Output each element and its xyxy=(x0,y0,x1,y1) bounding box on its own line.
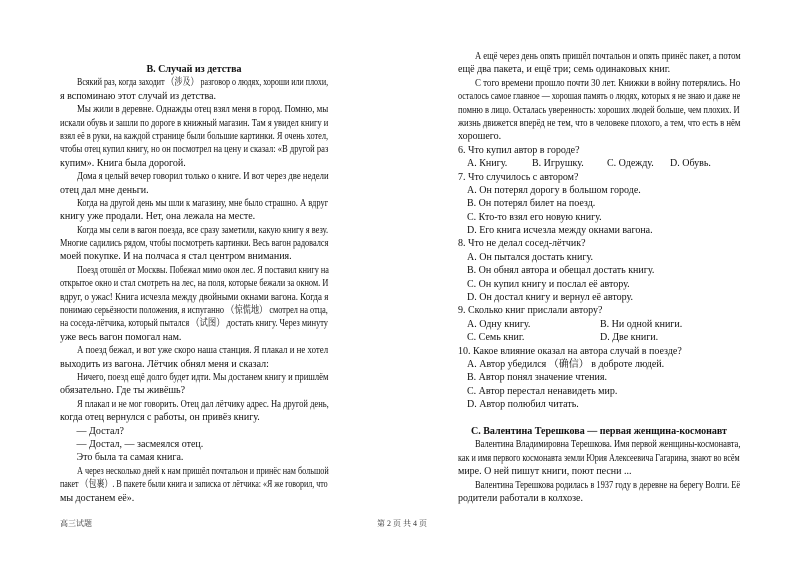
question-prompt xyxy=(458,237,740,250)
story-paragraph-line xyxy=(60,425,328,438)
answer-option-text: C. Кто-то взял его новую книгу. xyxy=(467,211,602,223)
question-prompt xyxy=(458,345,740,358)
story-paragraph-line xyxy=(60,304,328,317)
story-paragraph-line-text: Валентина Терешкова родилась в 1937 году в деревне на берегу Волги. Её xyxy=(474,479,740,491)
story-paragraph-line-text: А через несколько дней к нам пришёл почтальон и принёс нам большой xyxy=(76,465,329,477)
story-paragraph-line xyxy=(458,465,740,478)
story-paragraph-line-text: уже весь вагон помогал нам. xyxy=(60,331,182,343)
answer-option-text: C. Он купил книгу и послал её автору. xyxy=(467,278,630,290)
answer-option-text: B. Он потерял билет на поезд. xyxy=(467,198,596,210)
footer-page-number: 第 2 页 共 4 页 xyxy=(377,519,427,528)
answer-option-text: D. Его книга исчезла между окнами вагона. xyxy=(467,225,653,237)
story-paragraph-line-text: как и имя первого космонавта земли Юрия Алексеевича Гагарина, знают во всём xyxy=(458,452,740,464)
story-paragraph-line-text: я вспоминаю этот случай из детства. xyxy=(60,90,216,102)
answer-option-text: B. Автор понял значение чтения. xyxy=(467,372,607,384)
story-paragraph-line xyxy=(458,90,740,103)
story-paragraph-line-text: — Достал, — засмеялся отец. xyxy=(76,438,204,450)
story-paragraph-line xyxy=(60,344,328,357)
story-paragraph-line xyxy=(60,170,328,183)
story-paragraph-line-text: открытое окно и стал смотреть на лес, на поля, которые бежали за окном. И xyxy=(60,278,329,290)
answer-option xyxy=(458,224,740,237)
story-paragraph-line-text: А поезд бежал, и вот уже скоро наша станция. Я плакал и не хотел xyxy=(76,345,328,357)
answer-option xyxy=(458,278,740,291)
story-paragraph-line xyxy=(60,224,328,237)
answer-option xyxy=(458,371,740,384)
story-paragraph-line-text: С того времени прошло почти 30 лет. Книжки в войну потерялись. Но xyxy=(474,77,740,89)
answer-option-text: B. Он обнял автора и обещал достать книгу. xyxy=(467,265,655,277)
answer-option xyxy=(458,398,740,411)
story-paragraph-line xyxy=(60,90,328,103)
answer-option-text: D. Он достал книгу и вернул её автору. xyxy=(467,292,633,304)
question-prompt-text: 8. Что не делал сосед-лётчик? xyxy=(458,238,586,250)
story-paragraph-line-text: вдруг, о ужас! Книга исчезла между двойными окнами вагона. Когда я xyxy=(60,291,329,303)
story-paragraph-line xyxy=(60,264,328,277)
story-paragraph-line-text: книгу уже продали. Нет, она лежала на месте. xyxy=(60,211,256,223)
story-paragraph-line-text: чтобы отец купил книгу, но он посмотрел на цену и сказал: «В другой раз xyxy=(60,144,329,156)
story-paragraph-line xyxy=(60,117,328,130)
answer-option[interactable]: A. Книгу. xyxy=(467,158,508,170)
story-paragraph-line-text: А ещё через день опять пришёл почтальон и опять принёс пакет, а потом xyxy=(474,51,741,62)
story-paragraph-line xyxy=(60,157,328,170)
options-row xyxy=(458,157,740,170)
story-paragraph-line xyxy=(60,277,328,290)
left-column xyxy=(60,63,328,505)
story-paragraph-line-text: Я плакал и не мог говорить. Отец дал лётчику адрес. На другой день, xyxy=(76,398,329,410)
story-paragraph-line-text: Поезд отошёл от Москвы. Побежал мимо окон лес. Я поставил книгу на xyxy=(76,264,329,276)
answer-option xyxy=(458,385,740,398)
story-paragraph-line xyxy=(60,317,328,330)
story-paragraph-line xyxy=(458,104,740,117)
story-paragraph-line-text: Дома я целый вечер говорил только о книге. И вот через две недели xyxy=(76,171,329,183)
answer-option xyxy=(458,184,740,197)
story-paragraph-line-text: выходить из вагона. Лётчик обнял меня и сказал: xyxy=(60,358,269,370)
story-paragraph-line xyxy=(60,411,328,424)
story-paragraph-line xyxy=(458,130,740,143)
story-paragraph-line xyxy=(60,478,328,491)
story-paragraph-line-text: родители работали в колхозе. xyxy=(458,492,583,504)
story-paragraph-line-text: Когда на другой день мы шли к магазину, мне было страшно. А вдруг xyxy=(76,197,328,209)
story-paragraph-line xyxy=(60,358,328,371)
options-row xyxy=(458,331,740,344)
answer-option-text: D. Автор полюбил читать. xyxy=(467,399,579,411)
story-paragraph-line-text: Когда мы сели в вагон поезда, все сразу заметили, какую книгу я везу. xyxy=(76,224,328,236)
answer-option[interactable]: B. Игрушку. xyxy=(532,158,584,170)
story-paragraph-line-text: — Достал? xyxy=(76,425,124,437)
right-column xyxy=(458,50,740,505)
story-paragraph-line xyxy=(60,76,328,89)
story-paragraph-line xyxy=(60,465,328,478)
story-paragraph-line xyxy=(60,371,328,384)
story-paragraph-line xyxy=(60,291,328,304)
answer-option-text: A. Он пытался достать книгу. xyxy=(467,251,593,263)
answer-option xyxy=(458,291,740,304)
story-paragraph-line xyxy=(60,197,328,210)
section-b-title-text: B. Случай из детства xyxy=(146,64,242,75)
story-paragraph-line-text: мире. О ней пишут книги, поют песни ... xyxy=(458,466,632,478)
story-paragraph-line xyxy=(458,452,740,465)
story-paragraph-line xyxy=(60,237,328,250)
story-paragraph-line-text: Многие садились рядом, чтобы посмотреть картинки. Весь вагон радовался xyxy=(60,238,329,250)
answer-option xyxy=(458,264,740,277)
answer-option[interactable]: A. Одну книгу. xyxy=(467,318,531,330)
answer-option xyxy=(458,358,740,371)
story-paragraph-line xyxy=(458,50,740,63)
story-paragraph-line xyxy=(458,77,740,90)
story-paragraph-line xyxy=(60,143,328,156)
answer-option[interactable]: D. Две книги. xyxy=(600,332,659,344)
question-prompt xyxy=(458,171,740,184)
story-paragraph-line-text: взял её в руки, на каждой странице были большие картинки. Я очень хотел, xyxy=(60,130,329,142)
story-paragraph-line xyxy=(458,492,740,505)
question-prompt-text: 9. Сколько книг прислали автору? xyxy=(458,305,603,317)
answer-option-text: C. Автор перестал ненавидеть мир. xyxy=(467,385,618,397)
story-paragraph-line xyxy=(60,384,328,397)
question-prompt xyxy=(458,144,740,157)
story-paragraph-line-text: хорошего. xyxy=(458,131,502,143)
answer-option[interactable]: C. Одежду. xyxy=(607,158,654,170)
question-prompt-text: 6. Что купил автор в городе? xyxy=(458,144,580,156)
answer-option xyxy=(458,211,740,224)
footer-exam-label: 高三试题 xyxy=(60,519,92,528)
story-paragraph-line-text: Валентина Владимировна Терешкова. Имя первой женщины-космонавта, xyxy=(474,439,740,451)
section-c-title-text: C. Валентина Терешкова — первая женщина-космонавт xyxy=(471,425,727,437)
story-paragraph-line xyxy=(60,130,328,143)
story-paragraph-line xyxy=(60,103,328,116)
story-paragraph-line-text: обязательно. Где ты живёшь? xyxy=(60,385,186,397)
story-paragraph-line-text: купим». Книга была дорогой. xyxy=(60,157,186,169)
story-paragraph-line-text: Мы жили в деревне. Однажды отец взял меня в город. Помню, мы xyxy=(76,104,328,116)
options-row xyxy=(458,318,740,331)
story-paragraph-line-text: искали обувь и зашли по дороге в книжный магазин. Там я увидел книгу и xyxy=(60,117,329,129)
story-paragraph-line-text: когда отец вернулся с работы, он привёз книгу. xyxy=(60,412,260,424)
story-paragraph-line xyxy=(60,331,328,344)
story-paragraph-line xyxy=(60,492,328,505)
story-paragraph-line-text: Это была та самая книга. xyxy=(76,452,184,464)
answer-option[interactable]: D. Обувь. xyxy=(670,158,711,170)
answer-option xyxy=(458,251,740,264)
story-paragraph-line xyxy=(60,184,328,197)
story-paragraph-line xyxy=(60,250,328,263)
story-paragraph-line xyxy=(458,479,740,492)
story-paragraph-line xyxy=(60,398,328,411)
story-paragraph-line xyxy=(458,438,740,451)
question-prompt xyxy=(458,304,740,317)
story-paragraph-line-text: Всякий раз, когда заходит （涉及） разговор о людях, хороши или плохи, xyxy=(76,77,328,89)
section-c-title xyxy=(458,425,740,438)
story-paragraph-line-text: Ничего, поезд ещё долго будет идти. Мы достанем книгу и пришлём xyxy=(76,371,328,383)
story-paragraph-line-text: пакет （包裹）. В пакете были книга и записка от лётчика: «Я же говорил, что xyxy=(60,479,328,491)
section-b-title xyxy=(60,63,328,76)
answer-option[interactable]: C. Семь книг. xyxy=(467,332,525,344)
story-paragraph-line-text: помню в лицо. Осталась уверенность: хороших людей больше, чем плохих. И xyxy=(458,104,740,116)
story-paragraph-line-text: понимаю серьёзности положения, я испуганно （惊慌地） смотрел на отца, xyxy=(60,305,328,317)
story-paragraph-line xyxy=(60,438,328,451)
story-paragraph-line-text: моей покупке. И на полчаса я стал центром внимания. xyxy=(60,251,292,263)
story-paragraph-line-text: мы достанем её». xyxy=(60,492,135,504)
story-paragraph-line xyxy=(458,117,740,130)
answer-option[interactable]: B. Ни одной книги. xyxy=(600,318,683,330)
story-paragraph-line-text: на соседа-лётчика, который пытался （试图） достать книгу. Через минуту xyxy=(60,318,328,330)
story-paragraph-line-text: осталось самое главное — хорошая память о людях, которых я не знаю и даже не xyxy=(458,91,741,103)
story-paragraph-line xyxy=(60,451,328,464)
question-prompt-text: 7. Что случилось с автором? xyxy=(458,171,579,183)
story-paragraph-line xyxy=(458,63,740,76)
story-paragraph-line-text: ещё два пакета, и ещё три; семь одинаковых книг. xyxy=(458,64,671,76)
spacer xyxy=(458,412,740,425)
story-paragraph-line xyxy=(60,210,328,223)
story-paragraph-line-text: отец дал мне деньги. xyxy=(60,184,149,196)
answer-option-text: A. Он потерял дорогу в большом городе. xyxy=(467,184,641,196)
question-prompt-text: 10. Какое влияние оказал на автора случай в поезде? xyxy=(458,345,682,357)
answer-option-text: A. Автор убедился （确信） в доброте людей. xyxy=(467,358,665,370)
answer-option xyxy=(458,197,740,210)
story-paragraph-line-text: жизнь движется вперёд не тем, что в человеке плохого, а тем, что есть в нём xyxy=(458,117,741,129)
